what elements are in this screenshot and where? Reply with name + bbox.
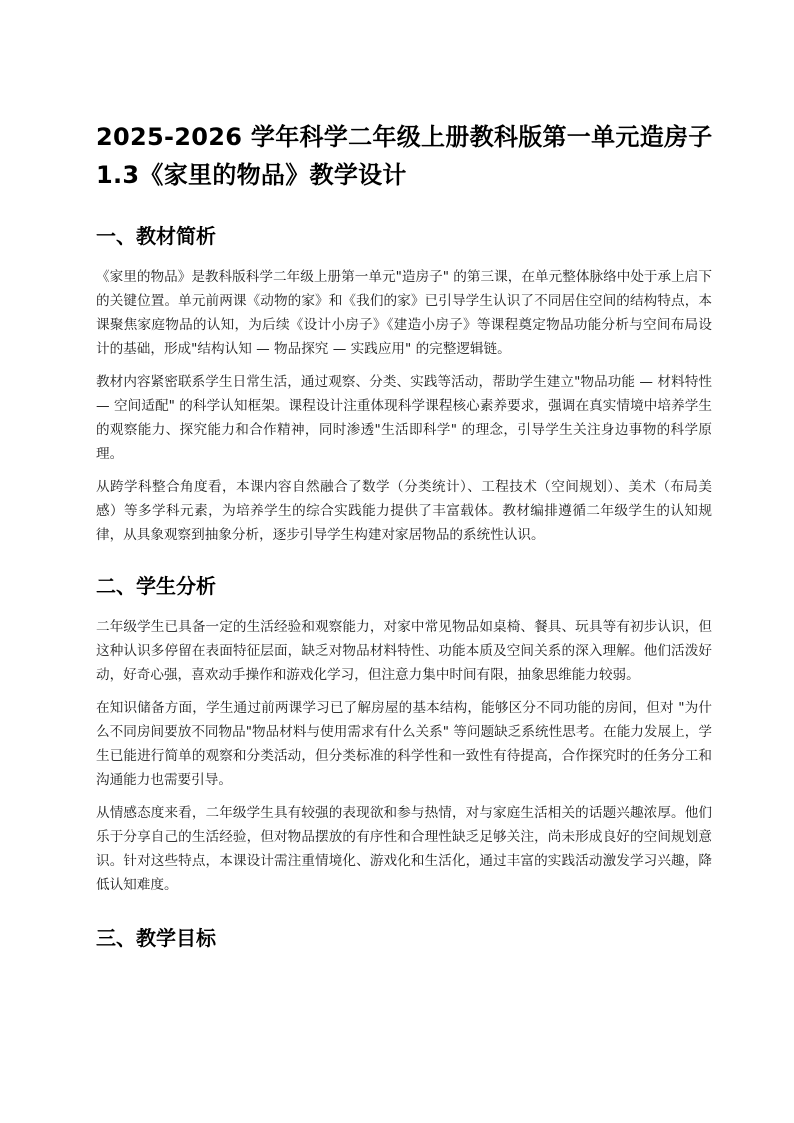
document-title	[96, 118, 712, 194]
section-body-student-analysis	[96, 615, 712, 897]
section-body-textbook-analysis	[96, 265, 712, 547]
document-page	[96, 118, 712, 952]
paragraph: 从情感态度来看，二年级学生具有较强的表现欲和参与热情，对与家庭生活相关的话题兴趣浓厚。他们乐于分享自己的生活经验，但对物品摆放的有序性和合理性缺乏足够关注，尚未形成良好的空间规划意识。针对这些特点，本课设计需注重情境化、游戏化和生活化，通过丰富的实践活动激发学习兴趣，降低认知难度。	[96, 805, 712, 893]
section-heading-teaching-objectives: 三、教学目标	[96, 926, 216, 950]
paragraph: 《家里的物品》是教科版科学二年级上册第一单元"造房子" 的第三课，在单元整体脉络中处于承上启下的关键位置。单元前两课《动物的家》和《我们的家》已引导学生认识了不同居住空间的结构特点，本课聚焦家庭物品的认知，为后续《设计小房子》《建造小房子》等课程奠定物品功能分析与空间布局设计的基础，形成"结构认知 — 物品探究 — 实践应用" 的完整逻辑链。	[96, 269, 712, 357]
document-title-line-1: 2025-2026 学年科学二年级上册教科版第一单元造房子	[96, 123, 713, 151]
paragraph: 教材内容紧密联系学生日常生活，通过观察、分类、实践等活动，帮助学生建立"物品功能 — 材料特性 — 空间适配" 的科学认知框架。课程设计注重体现科学课程核心素养要求，强调在真实情境中培养学生的观察能力、探究能力和合作精神，同时渗透"生活即科学" 的理念，引导学生关注身边事物的科学原理。	[96, 374, 712, 462]
section-heading-textbook-analysis: 一、教材简析	[96, 224, 216, 248]
paragraph: 从跨学科整合角度看，本课内容自然融合了数学（分类统计）、工程技术（空间规划）、美术（布局美感）等多学科元素，为培养学生的综合实践能力提供了丰富载体。教材编排遵循二年级学生的认知规律，从具象观察到抽象分析，逐步引导学生构建对家居物品的系统性认识。	[96, 479, 712, 543]
document-title-line-2: 1.3《家里的物品》教学设计	[96, 161, 407, 189]
section-heading-student-analysis: 二、学生分析	[96, 574, 216, 598]
paragraph: 在知识储备方面，学生通过前两课学习已了解房屋的基本结构，能够区分不同功能的房间，但对 "为什么不同房间要放不同物品"物品材料与使用需求有什么关系" 等问题缺乏系统性思考。在能力发展上，学生已能进行简单的观察和分类活动，但分类标准的科学性和一致性有待提高，合作探究时的任务分工和沟通能力也需要引导。	[96, 700, 712, 788]
paragraph: 二年级学生已具备一定的生活经验和观察能力，对家中常见物品如桌椅、餐具、玩具等有初步认识，但这种认识多停留在表面特征层面，缺乏对物品材料特性、功能本质及空间关系的深入理解。他们活泼好动，好奇心强，喜欢动手操作和游戏化学习，但注意力集中时间有限，抽象思维能力较弱。	[96, 619, 712, 683]
